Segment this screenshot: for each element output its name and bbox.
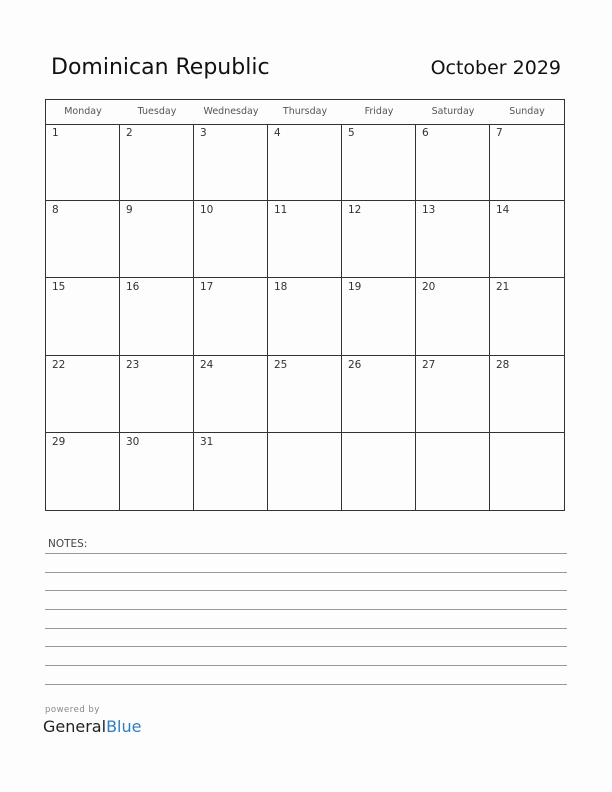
day-cell (342, 278, 416, 355)
weekday-label: Monday (64, 106, 102, 117)
note-line (45, 572, 567, 573)
day-number: 19 (348, 281, 362, 294)
day-cell (46, 278, 120, 355)
day-cell (194, 124, 268, 201)
weekday-header-row (46, 100, 564, 125)
day-cell (268, 201, 342, 278)
day-cell (416, 433, 490, 510)
weekday-label: Thursday (282, 106, 328, 117)
day-number: 10 (200, 204, 214, 217)
day-number: 21 (496, 281, 510, 294)
day-cell (120, 201, 194, 278)
day-number: 31 (200, 435, 214, 448)
weekday-label: Friday (364, 106, 394, 117)
day-number: 20 (422, 281, 436, 294)
day-number: 3 (200, 127, 207, 139)
day-number: 30 (126, 435, 140, 448)
day-number: 15 (52, 281, 66, 294)
day-number: 29 (52, 435, 66, 448)
day-number: 18 (274, 281, 288, 294)
day-number: 24 (200, 358, 214, 371)
day-number: 14 (496, 204, 510, 217)
day-number: 1 (52, 127, 59, 139)
day-cell (342, 433, 416, 510)
day-cell (194, 201, 268, 278)
day-cell (46, 201, 120, 278)
day-cell (416, 278, 490, 355)
day-cell (120, 433, 194, 510)
day-number: 23 (126, 358, 140, 371)
brand-general: General (43, 717, 107, 736)
day-cell (120, 356, 194, 433)
day-cell (490, 433, 564, 510)
note-line (45, 609, 567, 610)
day-cell (342, 201, 416, 278)
day-cell (416, 356, 490, 433)
note-line (45, 684, 567, 685)
day-number: 9 (126, 204, 133, 217)
calendar-country-title: Dominican Republic (51, 55, 270, 80)
day-cell (416, 201, 490, 278)
day-cell (46, 433, 120, 510)
day-cell (268, 278, 342, 355)
day-cell (490, 201, 564, 278)
day-number: 27 (422, 358, 436, 371)
day-cell (268, 433, 342, 510)
weekday-label: Saturday (431, 106, 475, 117)
day-cell (120, 124, 194, 201)
day-cell (416, 124, 490, 201)
day-number: 6 (422, 127, 429, 139)
day-cell (194, 356, 268, 433)
day-cell (490, 278, 564, 355)
day-number: 25 (274, 358, 288, 371)
day-number: 16 (126, 281, 140, 294)
day-number: 12 (348, 204, 362, 217)
day-number: 7 (496, 127, 503, 139)
day-number: 11 (274, 204, 288, 217)
note-line (45, 628, 567, 629)
day-cell (268, 124, 342, 201)
day-number: 28 (496, 358, 510, 371)
calendar-grid (45, 99, 565, 511)
day-cell (194, 433, 268, 510)
note-line (45, 646, 567, 647)
day-number: 2 (126, 127, 133, 139)
day-cell (490, 356, 564, 433)
notes-label: NOTES: (48, 538, 88, 550)
weekday-label: Tuesday (137, 106, 177, 117)
day-number: 4 (274, 127, 281, 139)
day-cell (120, 278, 194, 355)
day-number: 8 (52, 204, 59, 217)
day-cell (46, 124, 120, 201)
calendar-month-title: October 2029 (430, 57, 561, 79)
day-number: 13 (422, 204, 436, 217)
day-cell (490, 124, 564, 201)
day-number: 17 (200, 281, 214, 294)
note-line (45, 553, 567, 554)
generalblue-logo (43, 717, 141, 736)
day-number: 26 (348, 358, 362, 371)
brand-blue: Blue (106, 717, 142, 736)
day-cell (268, 356, 342, 433)
weekday-label: Sunday (509, 106, 545, 117)
powered-by-text: powered by (45, 705, 100, 715)
day-cell (342, 356, 416, 433)
day-number: 22 (52, 358, 66, 371)
day-cell (194, 278, 268, 355)
note-line (45, 590, 567, 591)
weekday-label: Wednesday (203, 106, 259, 117)
day-cells (46, 124, 564, 510)
day-cell (46, 356, 120, 433)
note-line (45, 665, 567, 666)
day-cell (342, 124, 416, 201)
day-number: 5 (348, 127, 355, 139)
